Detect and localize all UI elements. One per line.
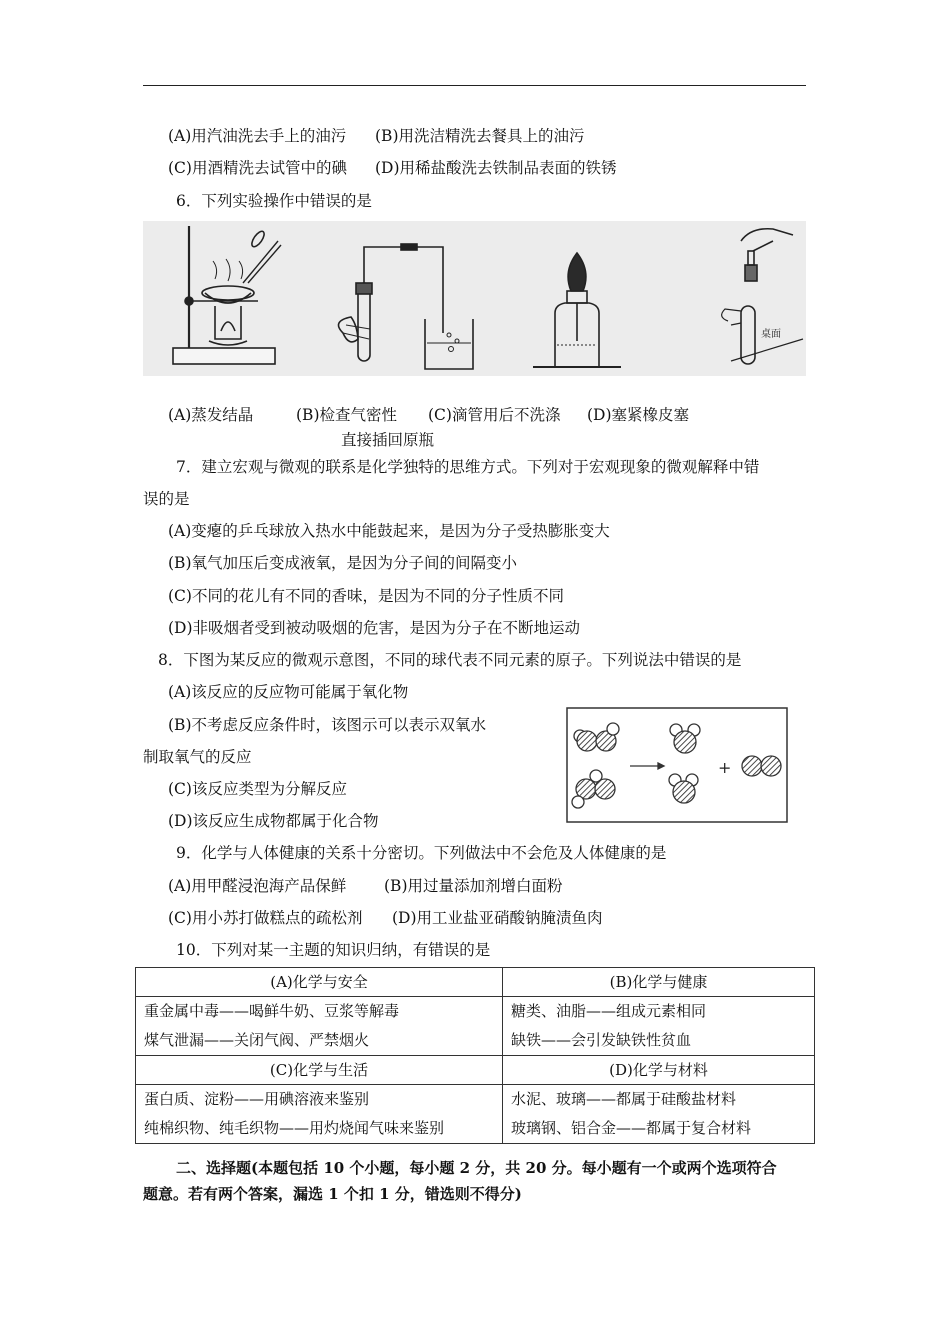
table-header-d: (D)化学与材料 — [503, 1056, 815, 1085]
q8-option-a: (A)该反应的反应物可能属于氧化物 — [168, 683, 409, 701]
q7-option-b: (B)氧气加压后变成液氧，是因为分子间的间隔变小 — [168, 554, 517, 572]
q8-option-b: (B)不考虑反应条件时，该图示可以表示双氧水 — [168, 716, 486, 734]
dropper-bottle-figure — [533, 253, 621, 367]
q8-option-b-line2: 制取氧气的反应 — [143, 748, 252, 766]
q5-option-b: (B)用洗洁精洗去餐具上的油污 — [375, 127, 585, 145]
q6-option-c-line2: 直接插回原瓶 — [341, 431, 435, 449]
q5-option-a: (A)用汽油洗去手上的油污 — [168, 127, 347, 145]
table-cell-d-line1: 水泥、玻璃——都属于硅酸盐材料 — [511, 1090, 737, 1108]
plus-sign: + — [718, 758, 732, 777]
q7-option-c: (C)不同的花儿有不同的香味，是因为不同的分子性质不同 — [168, 587, 564, 605]
q6-option-d: (D)塞紧橡皮塞 — [587, 406, 690, 424]
q9-option-b: (B)用过量添加剂增白面粉 — [384, 877, 563, 895]
q9-stem: 9．化学与人体健康的关系十分密切。下列做法中不会危及人体健康的是 — [176, 844, 667, 862]
table-cell-b-line1: 糖类、油脂——组成元素相同 — [511, 1002, 707, 1020]
q5-option-d: (D)用稀盐酸洗去铁制品表面的铁锈 — [375, 159, 617, 177]
table-header-c: (C)化学与生活 — [136, 1056, 503, 1085]
q6-option-a: (A)蒸发结晶 — [168, 406, 254, 424]
q9-option-c: (C)用小苏打做糕点的疏松剂 — [168, 909, 363, 927]
table-cell-c — [136, 1085, 503, 1144]
q6-figure-strip — [143, 221, 806, 376]
evaporation-apparatus-figure — [173, 226, 281, 364]
q10-knowledge-table — [135, 967, 815, 1144]
table-header-b: (B)化学与健康 — [503, 968, 815, 997]
table-cell-d — [503, 1085, 815, 1144]
table-cell-d-line2: 玻璃钢、铝合金——都属于复合材料 — [511, 1119, 752, 1137]
table-cell-c-line1: 蛋白质、淀粉——用碘溶液来鉴别 — [144, 1090, 370, 1108]
q5-option-c: (C)用酒精洗去试管中的碘 — [168, 159, 347, 177]
airtightness-check-figure — [339, 244, 474, 369]
q9-option-a: (A)用甲醛浸泡海产品保鲜 — [168, 877, 347, 895]
table-header-a: (A)化学与安全 — [136, 968, 503, 997]
q7-stem-line1: 7．建立宏观与微观的联系是化学独特的思维方式。下列对于宏观现象的微观解释中错 — [176, 458, 760, 476]
table-cell-c-line2: 纯棉织物、纯毛织物——用灼烧闻气味来鉴别 — [144, 1119, 445, 1137]
q6-option-c: (C)滴管用后不洗涤 — [428, 406, 561, 424]
q9-option-d: (D)用工业盐亚硝酸钠腌渍鱼肉 — [392, 909, 603, 927]
section2-heading-line2: 题意。若有两个答案，漏选 1 个扣 1 分，错选则不得分) — [143, 1185, 522, 1203]
table-cell-b — [503, 997, 815, 1056]
reaction-diagram — [566, 707, 788, 823]
header-rule — [143, 85, 806, 86]
table-cell-a-line1: 重金属中毒——喝鲜牛奶、豆浆等解毒 — [144, 1002, 400, 1020]
table-cell-b-line2: 缺铁——会引发缺铁性贫血 — [511, 1031, 692, 1049]
table-surface-label: 桌面 — [761, 329, 781, 340]
table-cell-a-line2: 煤气泄漏——关闭气阀、严禁烟火 — [144, 1031, 370, 1049]
q7-stem-line2: 误的是 — [143, 490, 190, 508]
q6-option-b: (B)检查气密性 — [296, 406, 397, 424]
stopper-insertion-figure — [722, 229, 803, 364]
q7-option-d: (D)非吸烟者受到被动吸烟的危害，是因为分子在不断地运动 — [168, 619, 581, 637]
q6-stem: 6．下列实验操作中错误的是 — [176, 192, 372, 210]
q8-option-d: (D)该反应生成物都属于化合物 — [168, 812, 379, 830]
q10-stem: 10．下列对某一主题的知识归纳，有错误的是 — [176, 941, 491, 959]
table-cell-a — [136, 997, 503, 1056]
section2-heading-line1: 二、选择题(本题包括 10 个小题，每小题 2 分，共 20 分。每小题有一个或两个选项符合 — [176, 1159, 777, 1177]
q8-stem: 8．下图为某反应的微观示意图，不同的球代表不同元素的原子。下列说法中错误的是 — [158, 651, 742, 669]
q7-option-a: (A)变瘪的乒乓球放入热水中能鼓起来，是因为分子受热膨胀变大 — [168, 522, 610, 540]
q8-option-c: (C)该反应类型为分解反应 — [168, 780, 347, 798]
